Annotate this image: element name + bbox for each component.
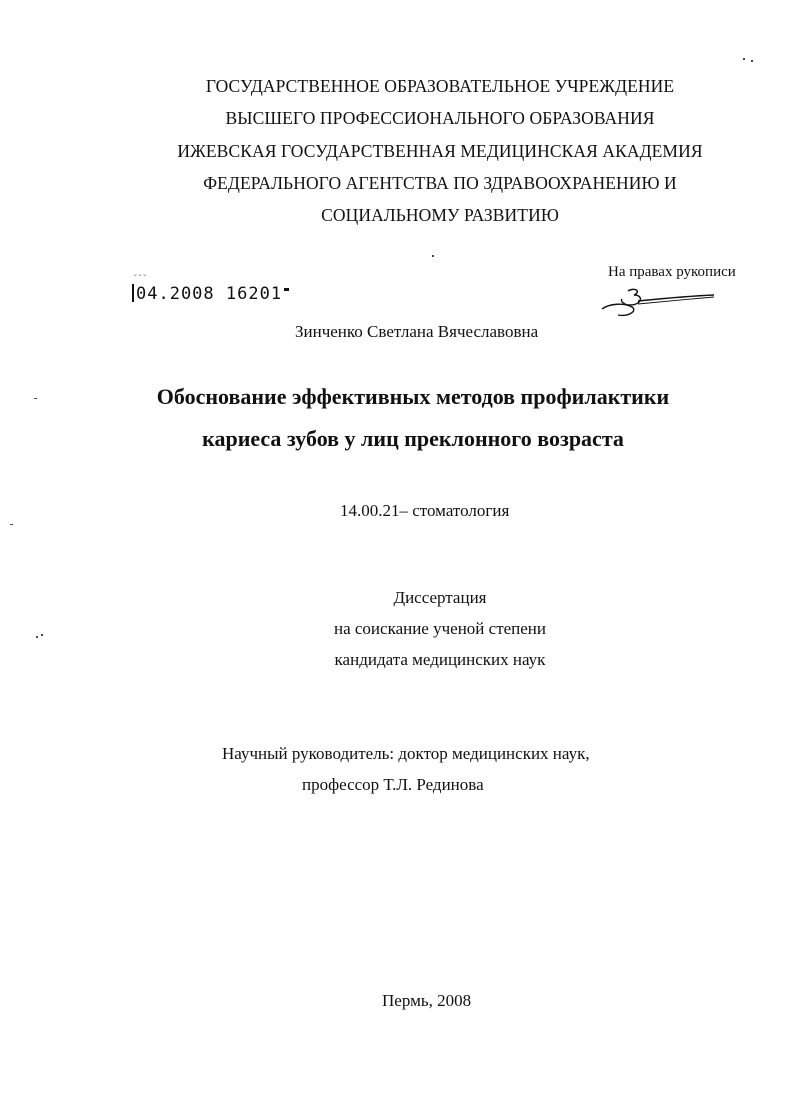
scan-speck xyxy=(10,524,13,525)
place-year: Пермь, 2008 xyxy=(382,991,472,1010)
dissertation-title-line-1: Обоснование эффективных методов профилактики xyxy=(156,384,670,409)
scan-speck xyxy=(36,636,38,638)
institution-line-1: ГОСУДАРСТВЕННОЕ ОБРАЗОВАТЕЛЬНОЕ УЧРЕЖДЕНИЕ xyxy=(205,76,675,96)
stamp-marks: ˘ ˘ ˘ xyxy=(134,273,146,282)
institution-line-4: ФЕДЕРАЛЬНОГО АГЕНТСТВА ПО ЗДРАВООХРАНЕНИЮ И xyxy=(203,173,677,193)
degree-line-1: Диссертация xyxy=(393,588,487,607)
specialty: 14.00.21– стоматология xyxy=(340,501,510,520)
registration-stamp xyxy=(132,284,289,304)
supervisor-name: профессор Т.Л. Рединова xyxy=(302,775,484,794)
degree-line-2: на соискание ученой степени xyxy=(333,619,547,638)
scan-speck xyxy=(751,60,753,62)
scan-speck xyxy=(432,255,434,257)
manuscript-note: На правах рукописи xyxy=(608,264,736,280)
dissertation-title-line-2: кариеса зубов у лиц преклонного возраста xyxy=(202,426,624,451)
institution-line-3: ИЖЕВСКАЯ ГОСУДАРСТВЕННАЯ МЕДИЦИНСКАЯ АКАДЕМИЯ xyxy=(177,141,703,161)
scan-speck xyxy=(743,58,745,60)
supervisor-label: Научный руководитель: доктор медицинских наук, xyxy=(222,744,590,763)
handwritten-signature-icon xyxy=(598,283,718,323)
stamp-dash xyxy=(284,288,289,291)
registration-number: 04.2008 16201 xyxy=(136,284,283,304)
scan-speck xyxy=(41,634,43,636)
institution-line-2: ВЫСШЕГО ПРОФЕССИОНАЛЬНОГО ОБРАЗОВАНИЯ xyxy=(225,108,655,128)
institution-line-5: СОЦИАЛЬНОМУ РАЗВИТИЮ xyxy=(321,205,559,225)
author-name: Зинченко Светлана Вячеславовна xyxy=(295,322,539,341)
scan-speck xyxy=(34,398,37,399)
degree-line-3: кандидата медицинских наук xyxy=(334,650,546,669)
stamp-bar xyxy=(132,284,134,302)
